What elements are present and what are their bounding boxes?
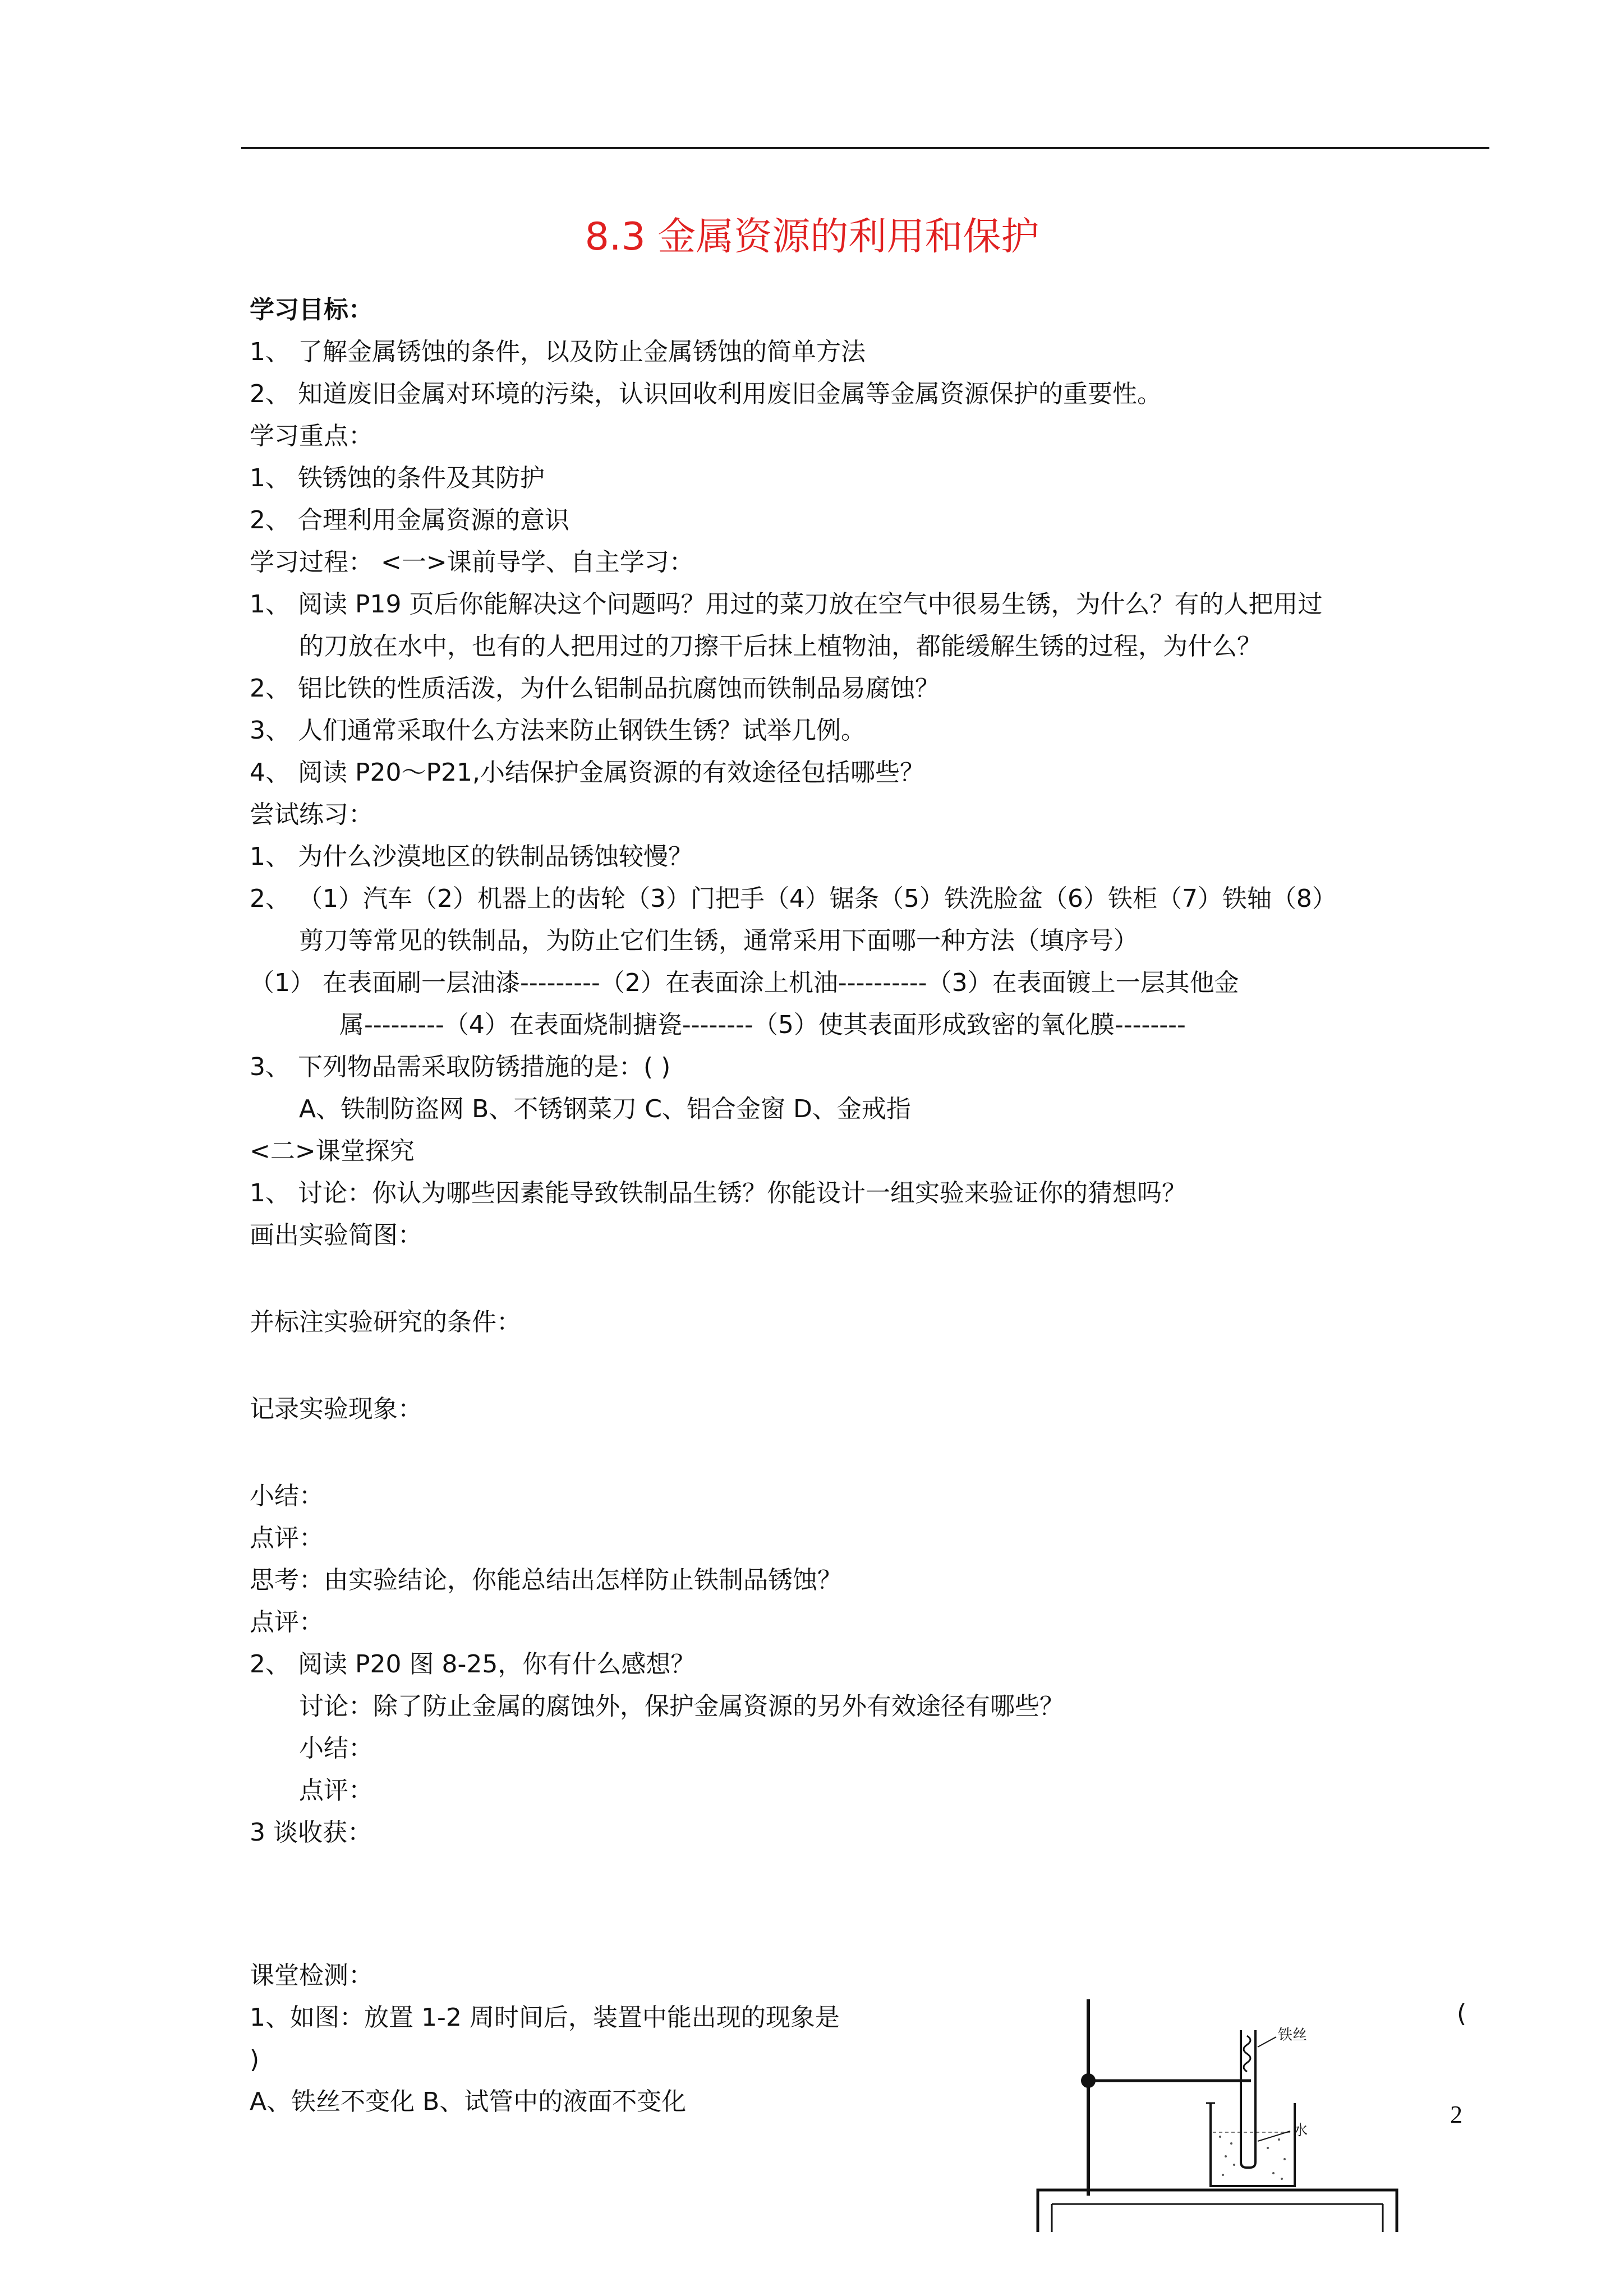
document-body: [250, 289, 1495, 2123]
water: [1219, 2136, 1286, 2180]
text-line: 2、 知道废旧金属对环境的污染，认识回收利用废旧金属等金属资源保护的重要性。: [250, 380, 1162, 408]
text-line: （1） 在表面刷一层油漆---------（2）在表面涂上机油----------（3）在表面镀上一层其他金: [250, 969, 1239, 997]
text-line: 并标注实验研究的条件：: [250, 1308, 521, 1336]
text-line: 属---------（4）在表面烧制搪瓷--------（5）使其表面形成致密的氧化膜--------: [339, 1011, 1186, 1039]
text-line: 2、 阅读 P20 图 8-25，你有什么感想？: [250, 1650, 696, 1679]
text-line: 3 谈收获：: [250, 1818, 372, 1847]
iron-wire: [1244, 2036, 1250, 2072]
text-line: 1、如图：放置 1-2 周时间后，装置中能出现的现象是: [250, 2003, 840, 2032]
test-tube: [1241, 2030, 1255, 2168]
text-line: 学习目标：: [250, 296, 373, 324]
text-line: 课堂检测：: [250, 1961, 373, 1990]
text-line: 小结：: [250, 1482, 324, 1510]
page-number: 2: [1450, 2101, 1462, 2128]
experiment-diagram: [1027, 1997, 1408, 2240]
clamp-knob: [1081, 2073, 1096, 2088]
text-line: 思考：由实验结论，你能总结出怎样防止铁制品锈蚀？: [250, 1566, 842, 1594]
text-line: 学习重点：: [250, 422, 373, 450]
apparatus-figure: [1027, 1997, 1408, 2238]
text-line: ): [250, 2045, 260, 2074]
text-line: 画出实验简图：: [250, 1221, 422, 1250]
text-line: 小结：: [299, 1734, 373, 1763]
text-line: 讨论：除了防止金属的腐蚀外，保护金属资源的另外有效途径有哪些？: [299, 1692, 1064, 1721]
text-line: 剪刀等常见的铁制品，为防止它们生锈，通常采用下面哪一种方法（填序号）: [299, 926, 1138, 955]
blank-space: [250, 1430, 1495, 1475]
text-line: 1、 铁锈蚀的条件及其防护: [250, 464, 545, 492]
text-line: 1、 讨论：你认为哪些因素能导致铁制品生锈？你能设计一组实验来验证你的猜想吗？: [250, 1179, 1186, 1207]
text-line: 4、 阅读 P20～P21,小结保护金属资源的有效途径包括哪些？: [250, 758, 924, 787]
answer-paren: (: [1457, 1999, 1467, 2028]
page-title: 8.3 金属资源的利用和保护: [585, 215, 1039, 259]
header-rule: [241, 147, 1489, 149]
text-line: 点评：: [250, 1608, 324, 1636]
text-line: 记录实验现象：: [250, 1395, 422, 1423]
text-line: A、铁制防盗网 B、不锈钢菜刀 C、铝合金窗 D、金戒指: [299, 1095, 911, 1123]
base-platform: [1038, 2190, 1397, 2232]
label-iron-wire: 铁丝: [1278, 2027, 1308, 2044]
text-line: 点评：: [250, 1524, 324, 1552]
text-line: 3、 人们通常采取什么方法来防止钢铁生锈？试举几例。: [250, 716, 866, 745]
text-line: 的刀放在水中，也有的人把用过的刀擦干后抹上植物油，都能缓解生锈的过程，为什么？: [299, 632, 1262, 661]
text-line: 2、 铝比铁的性质活泼，为什么铝制品抗腐蚀而铁制品易腐蚀？: [250, 674, 940, 703]
text-line: 2、 （1）汽车（2）机器上的齿轮（3）门把手（4）锯条（5）铁洗脸盆（6）铁柜（7）铁轴（8）: [250, 884, 1337, 913]
text-line: 尝试练习：: [250, 800, 373, 829]
text-line: 1、 了解金属锈蚀的条件，以及防止金属锈蚀的简单方法: [250, 338, 866, 366]
text-line: 3、 下列物品需采取防锈措施的是：( ): [250, 1053, 671, 1081]
beaker: [1211, 2103, 1295, 2186]
blank-space: [250, 1854, 1495, 1954]
blank-space: [250, 1256, 1495, 1301]
text-line: 1、 为什么沙漠地区的铁制品锈蚀较慢？: [250, 842, 693, 871]
blank-space: [250, 1343, 1495, 1388]
text-line: 学习过程： <一>课前导学、自主学习：: [250, 548, 694, 577]
text-line: A、铁丝不变化 B、试管中的液面不变化: [250, 2087, 687, 2116]
text-line: 点评：: [299, 1776, 373, 1805]
text-line: <二>课堂探究: [250, 1137, 415, 1165]
text-line: 1、 阅读 P19 页后你能解决这个问题吗？用过的菜刀放在空气中很易生锈，为什么？有的人把用过: [250, 590, 1323, 619]
text-line: 2、 合理利用金属资源的意识: [250, 506, 569, 534]
label-water: 水: [1293, 2122, 1308, 2139]
